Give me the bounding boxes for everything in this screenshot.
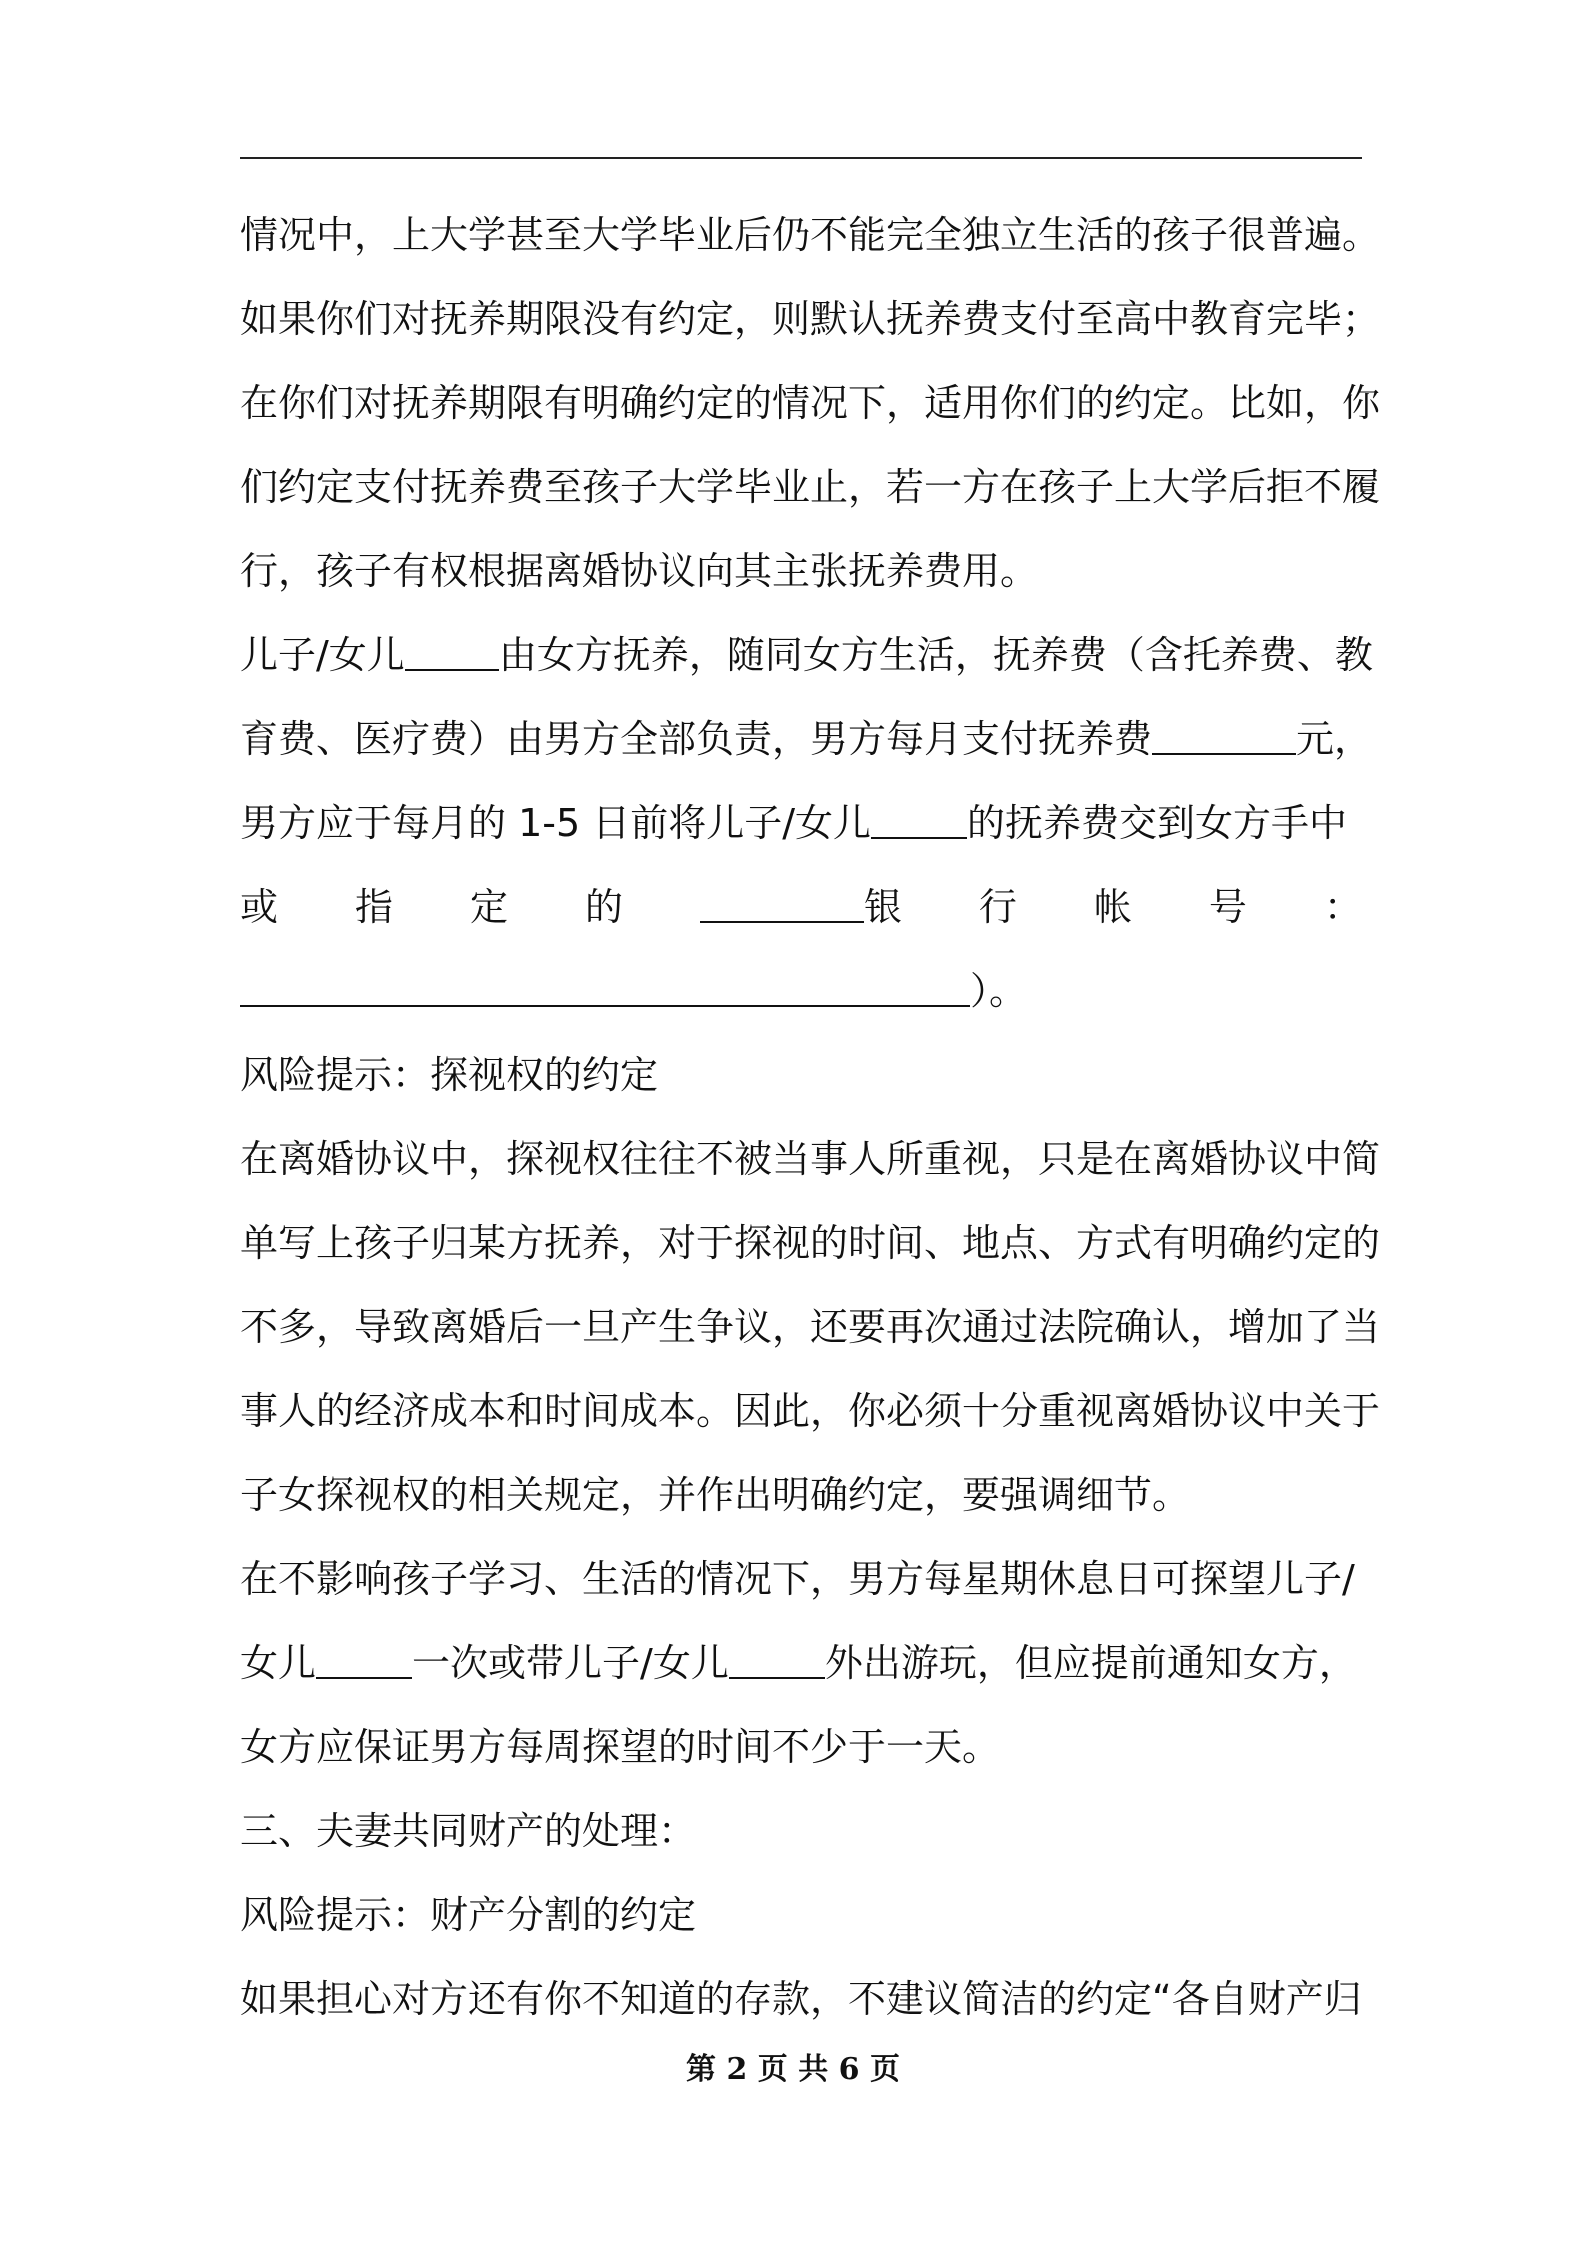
- clause-text: 的抚养费交到女方手中: [967, 801, 1348, 845]
- header-rule: [240, 157, 1362, 159]
- body-line: 如果你们对抚养期限没有约定，则默认抚养费支付至高中教育完毕；: [240, 297, 1381, 341]
- body-line: 在你们对抚养期限有明确约定的情况下，适用你们的约定。比如，你: [240, 381, 1381, 425]
- clause-text: 育费、医疗费）由男方全部负责，男方每月支付抚养费: [240, 717, 1153, 761]
- fill-blank: [1152, 709, 1296, 755]
- spaced-char: 银: [863, 885, 902, 929]
- spaced-char: 的: [584, 885, 623, 929]
- clause-line: [240, 961, 1362, 1021]
- body-line: 不多，导致离婚后一旦产生争议，还要再次通过法院确认，增加了当: [240, 1305, 1381, 1349]
- clause-line: [240, 625, 1373, 685]
- body-line: 单写上孩子归某方抚养，对于探视的时间、地点、方式有明确约定的: [240, 1221, 1381, 1265]
- clause-line: 女方应保证男方每周探望的时间不少于一天。: [240, 1725, 1001, 1769]
- section-title: 三、夫妻共同财产的处理：: [240, 1809, 697, 1853]
- fill-blank: [405, 625, 499, 671]
- spaced-char: 定: [469, 885, 508, 929]
- clause-text: ）。: [970, 969, 1028, 1013]
- risk-title: 风险提示：财产分割的约定: [240, 1893, 697, 1937]
- spaced-char: ：: [1323, 885, 1362, 929]
- fill-blank: [240, 961, 970, 1007]
- clause-text: 女儿: [240, 1641, 317, 1685]
- page-footer: 第 2 页 共 6 页: [686, 2052, 900, 2087]
- clause-text: 由女方抚养，随同女方生活，抚养费（含托养费、教: [498, 633, 1373, 677]
- fill-blank: [700, 877, 864, 923]
- body-line: 们约定支付抚养费至孩子大学毕业止，若一方在孩子上大学后拒不履: [240, 465, 1381, 509]
- body-line: 如果担心对方还有你不知道的存款，不建议简洁的约定“各自财产归: [240, 1977, 1362, 2021]
- clause-text: 男方应于每月的 1-5 日前将儿子/女儿: [240, 801, 872, 845]
- spaced-char: 或: [240, 885, 279, 929]
- risk-title: 风险提示：探视权的约定: [240, 1053, 659, 1097]
- fill-blank: [316, 1633, 412, 1679]
- body-line: 在离婚协议中，探视权往往不被当事人所重视，只是在离婚协议中简: [240, 1137, 1381, 1181]
- fill-blank: [729, 1633, 825, 1679]
- clause-line: 在不影响孩子学习、生活的情况下，男方每星期休息日可探望儿子/: [240, 1557, 1355, 1601]
- body-line: 情况中，上大学甚至大学毕业后仍不能完全独立生活的孩子很普遍。: [240, 213, 1381, 257]
- clause-text: 儿子/女儿: [240, 633, 405, 677]
- clause-line-spaced: [240, 877, 1362, 937]
- body-line: 事人的经济成本和时间成本。因此，你必须十分重视离婚协议中关于: [240, 1389, 1381, 1433]
- spaced-char: 行: [978, 885, 1017, 929]
- clause-line: [240, 793, 1362, 853]
- fill-blank: [871, 793, 967, 839]
- body-line: 子女探视权的相关规定，并作出明确约定，要强调细节。: [240, 1473, 1191, 1517]
- clause-line: [240, 1633, 1362, 1693]
- clause-text: 元，: [1296, 717, 1373, 761]
- clause-text: 外出游玩，但应提前通知女方，: [824, 1641, 1357, 1685]
- spaced-char: 帐: [1093, 885, 1132, 929]
- body-line: 行，孩子有权根据离婚协议向其主张抚养费用。: [240, 549, 1039, 593]
- clause-line: [240, 709, 1373, 769]
- spaced-char: 指: [354, 885, 393, 929]
- spaced-char: 号: [1208, 885, 1247, 929]
- clause-text: 一次或带儿子/女儿: [412, 1641, 729, 1685]
